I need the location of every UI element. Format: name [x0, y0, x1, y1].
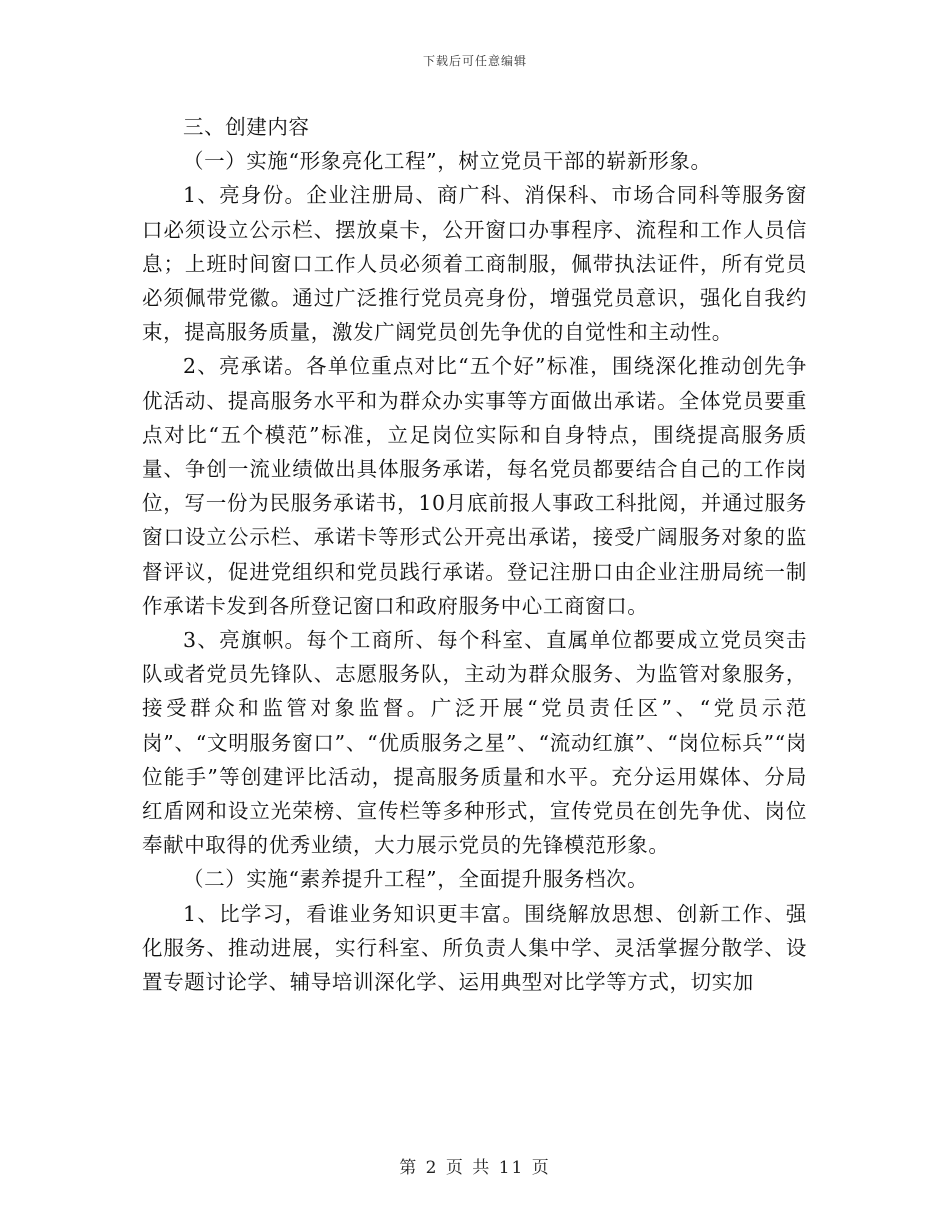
document-body	[142, 110, 807, 999]
part1-title: （一）实施“形象亮化工程”，树立党员干部的崭新形象。	[183, 149, 712, 174]
page-number-footer: 第 2 页 共 11 页	[399, 1158, 551, 1178]
paragraph-liang-shenfen: 1、亮身份。企业注册局、商广科、消保科、市场合同科等服务窗口必须设立公示栏、摆放桌卡，公开窗口办事程序、流程和工作人员信息；上班时间窗口工作人员必须着工商制服，佩带执法证件，所有党员必须佩带党徽。通过广泛推行党员亮身份，增强党员意识，强化自我约束，提高服务质量，激发广阔党员创先争优的自觉性和主动性。	[142, 183, 807, 345]
section-title: 三、创建内容	[183, 115, 310, 139]
part2-title: （二）实施“素养提升工程”，全面提升服务档次。	[183, 867, 649, 892]
paragraph-bi-xuexi: 1、比学习，看谁业务知识更丰富。围绕解放思想、创新工作、强化服务、推动进展，实行科室、所负责人集中学、灵活掌握分散学、设置专题讨论学、辅导培训深化学、运用典型对比学等方式，切实加	[142, 901, 807, 995]
paragraph-liang-qizhi: 3、亮旗帜。每个工商所、每个科室、直属单位都要成立党员突击队或者党员先锋队、志愿服务队，主动为群众服务、为监管对象服务，接受群众和监管对象监督。广泛开展“党员责任区”、“党员示范岗”、“文明服务窗口”、“优质服务之星”、“流动红旗”、“岗位标兵”“岗位能手”等创建评比活动，提高服务质量和水平。充分运用媒体、分局红盾网和设立光荣榜、宣传栏等多种形式，宣传党员在创先争优、岗位奉献中取得的优秀业绩，大力展示党员的先锋模范形象。	[142, 628, 807, 858]
page-header-note: 下载后可任意编辑	[422, 54, 527, 68]
paragraph-liang-chengnuo: 2、亮承诺。各单位重点对比“五个好”标准，围绕深化推动创先争优活动、提高服务水平和为群众办实事等方面做出承诺。全体党员要重点对比“五个模范”标准，立足岗位实际和自身特点，围绕提高服务质量、争创一流业绩做出具体服务承诺，每名党员都要结合自己的工作岗位，写一份为民服务承诺书，10月底前报人事政工科批阅，并通过服务窗口设立公示栏、承诺卡等形式公开亮出承诺，接受广阔服务对象的监督评议，促进党组织和党员践行承诺。登记注册口由企业注册局统一制作承诺卡发到各所登记窗口和政府服务中心工商窗口。	[142, 354, 807, 618]
